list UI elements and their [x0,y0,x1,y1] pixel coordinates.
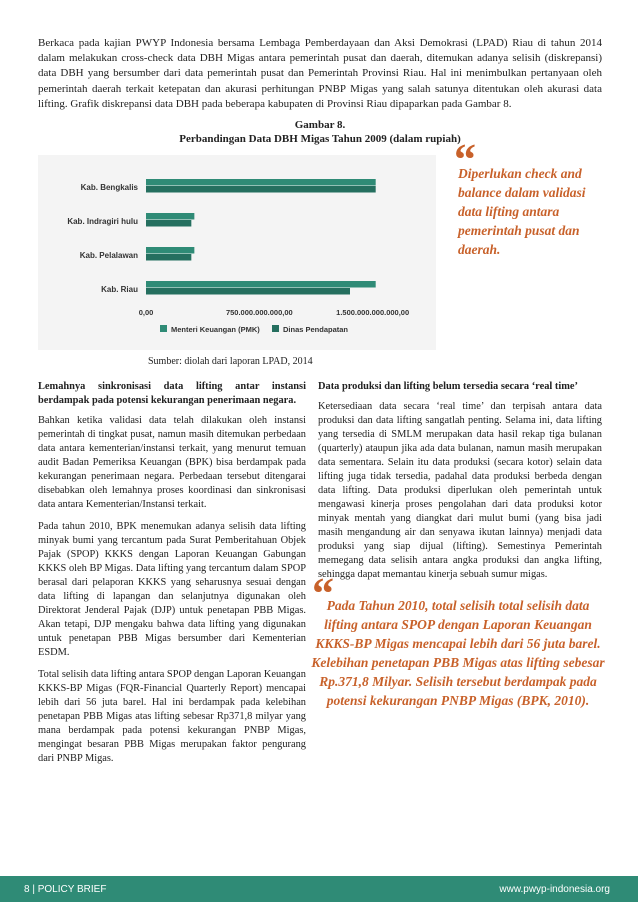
legend-swatch [272,325,279,332]
category-label: Kab. Indragiri hulu [67,217,138,226]
left-paragraph-3: Total selisih data lifting antara SPOP dengan Laporan Keuangan KKKS-BP Migas (FQR-Financial Quarterly Report) mencapai lebih dari 56 juta barel. Hal ini berdampak pada kelebihan penetapan PBB Migas atas lifting sebesar Rp371,8 milyar yang mana berdampak pada potensi kekurangan PNBP Migas, mengingat besaran PBB Migas merupakan faktor pengurang dari PNBP Migas. [38,669,306,764]
bar-dinas [146,288,350,295]
bar-dinas [146,220,191,227]
left-paragraph-1: Bahkan ketika validasi data telah dilakukan oleh instansi pemerintah di tingkat pusat, namun masih ditemukan perbedaan data antara kementerian/instansi terkait, yang menurut temuan audit Badan Pemeriksa Keuangan (BPK) bisa berdampak pada kekurangan penerimaan negara. Perbedaan tersebut ditengarai disebabkan oleh lemahnya proses koordinasi dan sinkronisasi data antara Kementerian/Instansi terkait. [38,415,306,510]
bar-pmk [146,213,194,220]
x-tick-label: 1.500.000.000.000,00 [336,308,410,317]
right-column-heading: Data produksi dan lifting belum tersedia secara ‘real time’ [318,381,578,392]
category-label: Kab. Riau [101,285,138,294]
bar-dinas [146,254,191,261]
pull-quote-2: Pada Tahun 2010, total selisih total selisih data lifting antara SPOP dengan Laporan Keuangan KKKS-BP Migas mencapai lebih dari 56 juta barel. Kelebihan penetapan PBB Migas atas lifting sebesar Rp.371,8 Milyar. Selisih tersebut berdampak pada potensi kekurangan PNBP Migas (BPK, 2010). [311,598,605,708]
right-column [318,380,602,590]
figure-title: Perbandingan Data DBH Migas Tahun 2009 (dalam rupiah) [179,133,461,145]
pull-quote-1: Diperlukan check and balance dalam validasi data lifting antara pemerintah pusat dan daerah. [458,166,586,257]
quote-mark-icon: “ [312,569,334,618]
left-column [38,380,306,774]
x-tick-label: 0,00 [138,308,154,317]
x-tick-label: 750.000.000.000,00 [225,308,293,317]
right-paragraph-1: Ketersediaan data secara ‘real time’ dan terpisah antara data produksi dan data lifting sangatlah penting. Selama ini, data lifting yang tersedia di SMLM merupakan data hasil rekap tiga bulanan (quarterly) ataupun jika ada data bulanan, namun masih merupakan data sementara. Selain itu data produksi (secara kotor) selain data lifting juga tidak tersedia, padahal data produksi berbeda dengan data lifting. Data produksi diperlukan oleh pemerintah untuk mengawasi kinerja proses pengolahan dari data produksi kotor minyak mentah yang diangkat dari mulut bumi (yang bisa jadi masih mengandung air dan senyawa ikutan lainnya) menjadi data produksi yang siap dijual (lifting). Semestinya Pemerintah memegang data selisih antara angka produksi dan angka lifting, sehingga dapat memantau kinerja sebuah sumur migas. [318,401,602,580]
bar-dinas [146,186,376,193]
figure-source: Sumber: diolah dari laporan LPAD, 2014 [148,356,313,367]
left-paragraph-2: Pada tahun 2010, BPK menemukan adanya selisih data lifting minyak bumi yang tercantum pada Surat Pemberitahuan Objek Pajak (SPOP) KKKS dengan Laporan Keuangan Gabungan KKKS oleh BP Migas. Data lifting yang tercantum dalam SPOP berasal dari pelaporan KKKS yang seharusnya sesuai dengan data lifting di lapangan dan selanjutnya digunakan oleh Direktorat Jenderal Pajak (DJP) untuk penetapan PBB Migas. Akan tetapi, DJP mengaku bahwa data lifting yang digunakan untuk penetapan PBB Migas bersumber dari Kementerian ESDM. [38,521,306,658]
intro-paragraph: Berkaca pada kajian PWYP Indonesia bersama Lembaga Pemberdayaan dan Aksi Demokrasi (LPAD) Riau di tahun 2014 dalam melakukan cross-check data DBH Migas antara pemerintah pusat dan daerah, ditemukan adanya selisih (diskrepansi) data DBH yang bersumber dari data pemerintah pusat dan Pemerintah Provinsi Riau. Hal ini menimbulkan pertanyaan oleh pemerintah daerah terkait ketepatan dan akurasi perhitungan PNBP Migas yang salah satunya ditentukan oleh akurasi data lifting. Grafik diskrepansi data DBH pada beberapa kabupaten di Provinsi Riau dipaparkan pada Gambar 8. [38,37,602,110]
page-footer [0,876,638,902]
bar-pmk [146,179,376,186]
figure-label: Gambar 8. [294,119,346,131]
footer-website[interactable]: www.pwyp-indonesia.org [499,884,610,895]
category-label: Kab. Pelalawan [79,251,138,260]
footer-page-label: 8 | POLICY BRIEF [24,884,107,895]
chart-svg [38,155,436,350]
legend-label: Menteri Keuangan (PMK) [171,325,260,334]
category-label: Kab. Bengkalis [80,183,138,192]
dbh-bar-chart [38,155,436,350]
legend-swatch [160,325,167,332]
left-column-heading: Lemahnya sinkronisasi data lifting antar instansi berdampak pada potensi kekurangan penerimaan negara. [38,381,306,406]
bar-pmk [146,281,376,288]
quote-mark-icon: “ [454,135,476,184]
bar-pmk [146,247,194,254]
legend-label: Dinas Pendapatan [283,325,349,334]
